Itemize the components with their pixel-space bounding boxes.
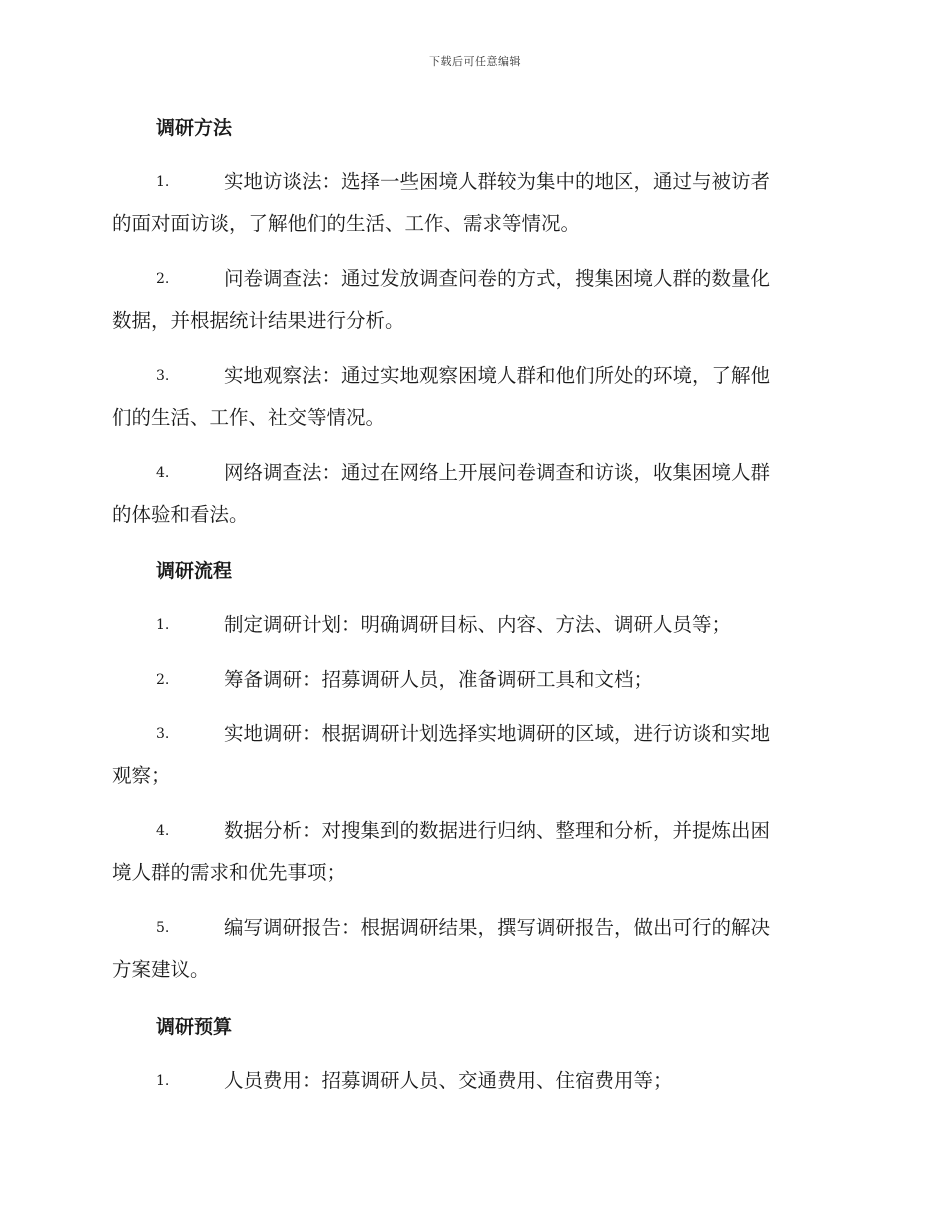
list-item-text-continued: 方案建议。 <box>112 958 210 981</box>
list-item-number: 3. <box>156 368 170 384</box>
list-item <box>112 810 834 894</box>
list-item-text: 编写调研报告：根据调研结果，撰写调研报告，做出可行的解决 <box>224 916 771 939</box>
list-item-text: 实地观察法：通过实地观察困境人群和他们所处的环境，了解他 <box>224 364 771 387</box>
page-header: 下载后可任意编辑 <box>429 55 521 68</box>
list-item-text: 实地调研：根据调研计划选择实地调研的区域，进行访谈和实地 <box>224 722 771 745</box>
section-heading-budget: 调研预算 <box>156 1016 233 1038</box>
list-item-number: 1. <box>156 1073 170 1089</box>
list-item-number: 2. <box>156 271 170 287</box>
list-item-number: 2. <box>156 672 170 688</box>
section-heading-methods: 调研方法 <box>156 117 233 139</box>
list-item-text: 制定调研计划：明确调研目标、内容、方法、调研人员等； <box>224 613 732 636</box>
list-item-text: 问卷调查法：通过发放调查问卷的方式，搜集困境人群的数量化 <box>224 267 771 290</box>
list-item-text: 筹备调研：招募调研人员，准备调研工具和文档； <box>224 668 654 691</box>
list-item-text-continued: 的体验和看法。 <box>112 503 249 526</box>
list-item-number: 4. <box>156 823 170 839</box>
list-item-text-continued: 境人群的需求和优先事项； <box>112 861 347 884</box>
list-item <box>112 907 834 991</box>
section-heading-process: 调研流程 <box>156 560 233 582</box>
list-item <box>112 355 834 439</box>
list-item <box>112 659 834 701</box>
list-item-number: 5. <box>156 920 170 936</box>
list-item-number: 4. <box>156 465 170 481</box>
list-item-number: 1. <box>156 617 170 633</box>
list-item-text: 人员费用：招募调研人员、交通费用、住宿费用等； <box>224 1069 673 1092</box>
list-item-text: 网络调查法：通过在网络上开展问卷调查和访谈，收集困境人群 <box>224 461 771 484</box>
list-item-number: 3. <box>156 726 170 742</box>
list-item-text-continued: 观察； <box>112 764 171 787</box>
list-item <box>112 258 834 342</box>
list-item-number: 1. <box>156 174 170 190</box>
list-item <box>112 452 834 536</box>
list-item-text: 数据分析：对搜集到的数据进行归纳、整理和分析，并提炼出困 <box>224 819 771 842</box>
list-item-text-continued: 数据，并根据统计结果进行分析。 <box>112 309 405 332</box>
list-item <box>112 713 834 797</box>
list-item <box>112 604 834 646</box>
list-item-text: 实地访谈法：选择一些困境人群较为集中的地区，通过与被访者 <box>224 170 771 193</box>
list-item-text-continued: 的面对面访谈，了解他们的生活、工作、需求等情况。 <box>112 212 581 235</box>
list-item <box>112 1060 834 1102</box>
list-item-text-continued: 们的生活、工作、社交等情况。 <box>112 406 386 429</box>
list-item <box>112 161 834 245</box>
